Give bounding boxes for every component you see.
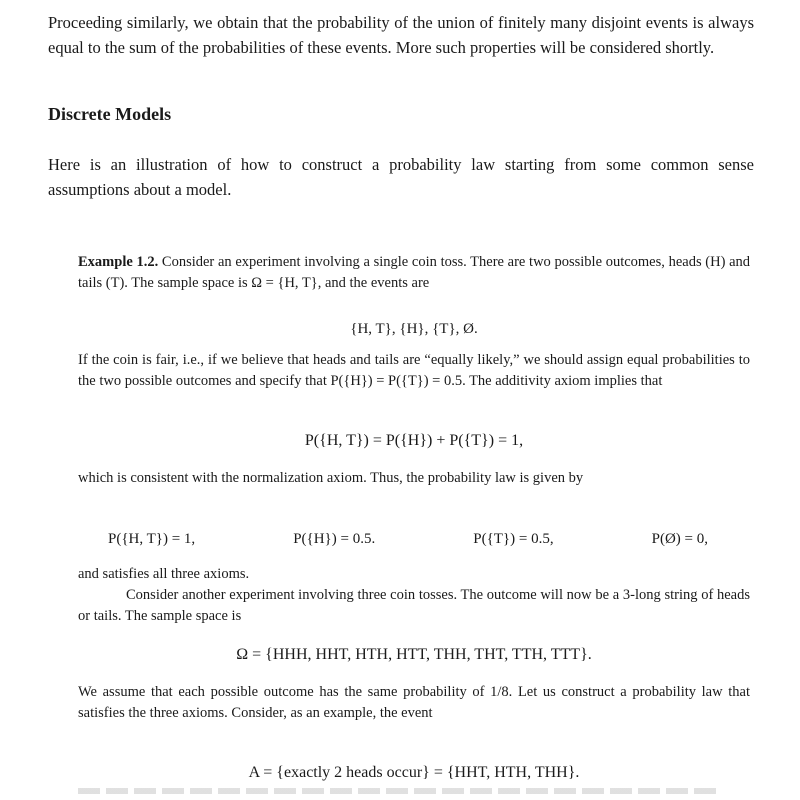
additivity-equation: P({H, T}) = P({H}) + P({T}) = 1,	[304, 432, 524, 449]
example-text-6: We assume that each possible outcome has the same probability of 1/8. Let us construct a probability law that satisfies the three axioms. Consider, as an example, the event	[78, 684, 750, 721]
example-text-2: If the coin is fair, i.e., if we believe that heads and tails are “equally likely,” we should assign equal probabilities to the two possible outcomes and specify that P({H}) = P({T}) = 0.5. The additivity axiom implies that	[78, 352, 750, 389]
example-text-5: Consider another experiment involving three coin tosses. The outcome will now be a 3-long string of heads or tails. The sample space is	[78, 587, 750, 624]
example-text-1: Consider an experiment involving a single coin toss. There are two possible outcomes, heads (H) and tails (T). The sample space is Ω = {H, T}, and the events are	[78, 254, 751, 291]
law-term-ht: P({H, T}) = 1,	[108, 531, 196, 547]
example-text-3: which is consistent with the normalization axiom. Thus, the probability law is given by	[78, 470, 584, 486]
example-label: Example 1.2.	[78, 254, 159, 270]
probability-law-row	[108, 528, 708, 550]
event-equation: A = {exactly 2 heads occur} = {HHT, HTH, THH}.	[248, 764, 580, 781]
section-heading: Discrete Models	[48, 104, 172, 124]
cut-off-text-line	[78, 788, 718, 794]
example-intro	[78, 252, 750, 294]
law-term-empty: P(Ø) = 0,	[651, 531, 708, 547]
intro-paragraph: Proceeding similarly, we obtain that the probability of the union of finitely many disjoint events is always equal to the sum of the probabilities of these events. More such properties will be considered shortly.	[48, 13, 754, 57]
section-paragraph: Here is an illustration of how to construct a probability law starting from some common sense assumptions about a model.	[48, 155, 754, 199]
law-term-t: P({T}) = 0.5,	[473, 531, 554, 547]
events-equation: {H, T}, {H}, {T}, Ø.	[350, 321, 478, 337]
law-term-h: P({H}) = 0.5.	[293, 531, 376, 547]
sample-space-equation: Ω = {HHH, HHT, HTH, HTT, THH, THT, TTH, TTT}.	[236, 646, 592, 663]
example-text-4: and satisfies all three axioms.	[78, 566, 250, 582]
